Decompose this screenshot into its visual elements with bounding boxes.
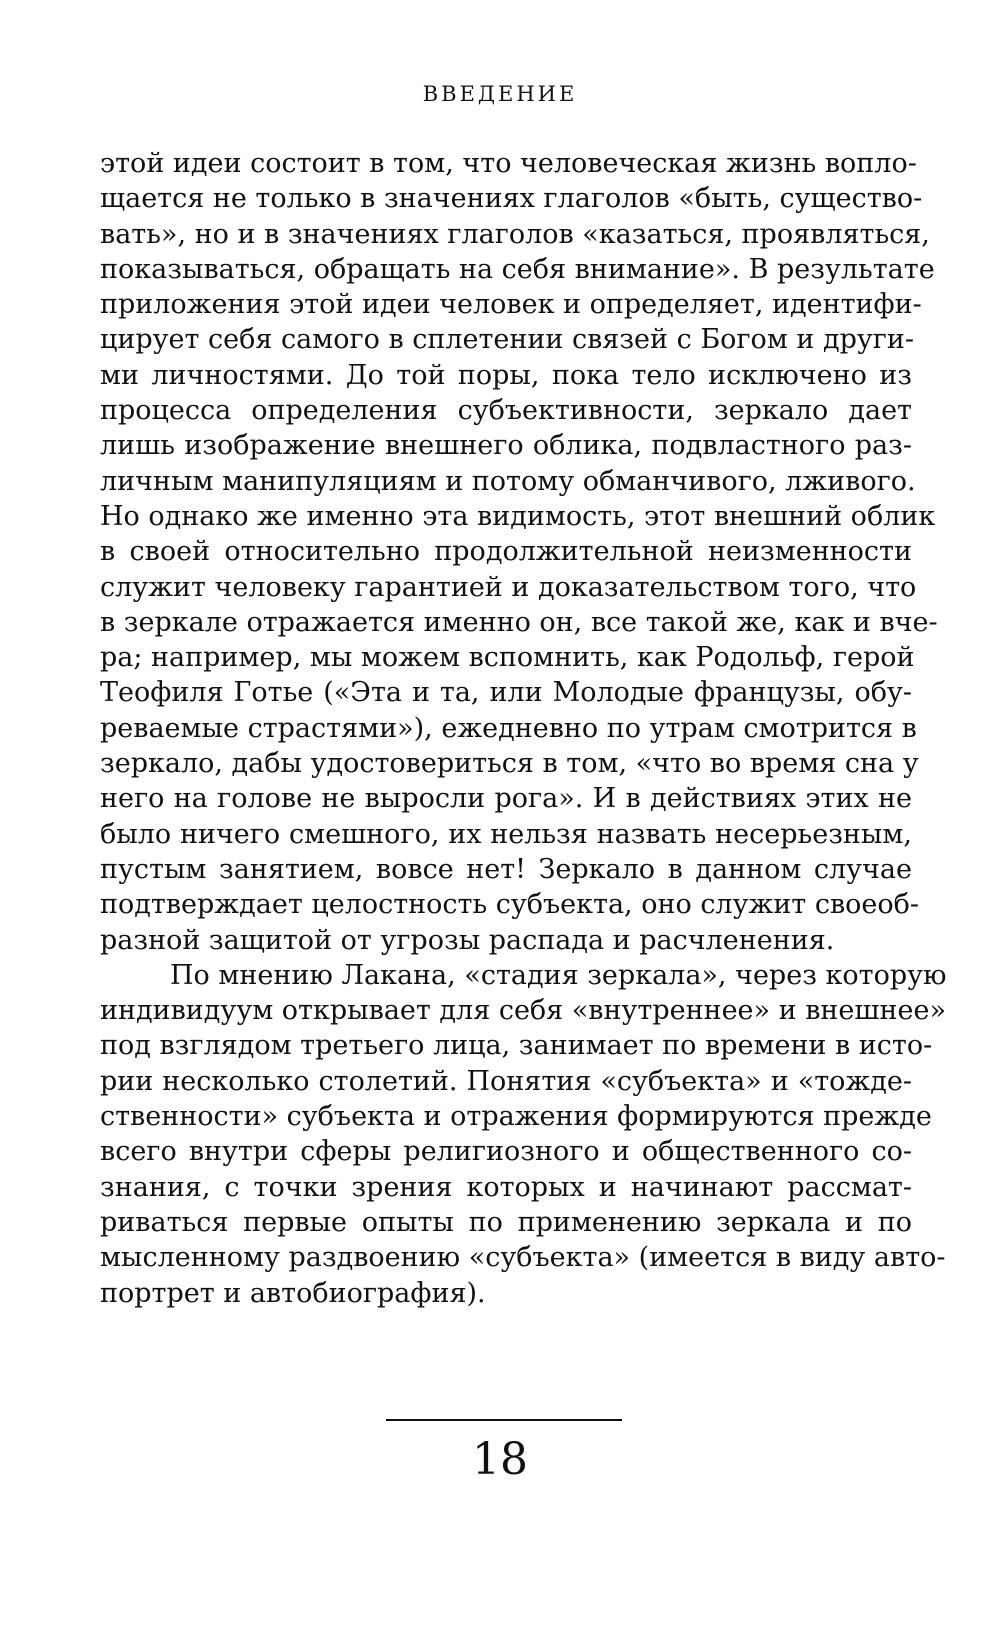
running-head: ВВЕДЕНИЕ xyxy=(422,82,578,106)
text-line: ственности» субъекта и отражения формируются прежде xyxy=(100,1101,932,1133)
text-line: разной защитой от угрозы распада и расчленения. xyxy=(100,924,835,956)
text-line: пустым занятием, вовсе нет! Зеркало в данном случае xyxy=(100,853,912,885)
page-number: 18 xyxy=(472,1434,528,1485)
text-line: мысленному раздвоению «субъекта» (имеется в виду авто- xyxy=(100,1242,946,1274)
text-line: было ничего смешного, их нельзя назвать несерьезным, xyxy=(100,818,912,850)
body-text xyxy=(100,146,947,1311)
text-line: портрет и автобиография). xyxy=(100,1277,486,1309)
text-line: приложения этой идеи человек и определяет, идентифи- xyxy=(100,289,922,321)
text-line: под взглядом третьего лица, занимает по времени в исто- xyxy=(100,1030,933,1062)
text-line: него на голове не выросли рога». И в действиях этих не xyxy=(100,783,912,815)
text-line: Но однако же именно эта видимость, этот внешний облик xyxy=(100,500,936,532)
text-line: подтверждает целостность субъекта, оно служит своеоб- xyxy=(100,889,920,921)
text-line: служит человеку гарантией и доказательством того, что xyxy=(100,571,917,603)
footer-divider xyxy=(386,1419,622,1421)
text-line: щается не только в значениях глаголов «быть, существо- xyxy=(100,183,923,215)
text-line: ми личностями. До той поры, пока тело исключено из xyxy=(100,359,912,391)
text-line: индивидуум открывает для себя «внутреннее» и внешнее» xyxy=(100,995,946,1027)
text-line: этой идеи состоит в том, что человеческая жизнь вопло- xyxy=(100,148,917,179)
text-line: показываться, обращать на себя внимание». В результате xyxy=(100,253,935,285)
text-line: в зеркале отражается именно он, все такой же, как и вче- xyxy=(100,606,938,638)
text-line: рии несколько столетий. Понятия «субъекта» и «тожде- xyxy=(100,1065,912,1097)
text-line: реваемые страстями»), ежедневно по утрам смотрится в xyxy=(100,712,917,744)
text-line: лишь изображение внешнего облика, подвластного раз- xyxy=(100,430,912,462)
text-line: зеркало, дабы удостовериться в том, «что во время сна у xyxy=(100,748,919,780)
text-line: Теофиля Готье («Эта и та, или Молодые французы, обу- xyxy=(100,677,912,709)
text-line: риваться первые опыты по применению зеркала и по xyxy=(100,1206,912,1238)
text-line: личным манипуляциям и потому обманчивого, лживого. xyxy=(100,465,916,497)
text-line: ра; например, мы можем вспомнить, как Родольф, герой xyxy=(100,642,915,674)
text-line: в своей относительно продолжительной неизменности xyxy=(100,536,912,568)
text-line: процесса определения субъективности, зеркало дает xyxy=(100,395,912,427)
text-line: цирует себя самого в сплетении связей с Богом и други- xyxy=(100,324,915,356)
text-line: вать», но и в значениях глаголов «казаться, проявляться, xyxy=(100,218,930,250)
text-line: знания, с точки зрения которых и начинают рассмат- xyxy=(100,1171,912,1203)
text-line: По мнению Лакана, «стадия зеркала», через которую xyxy=(170,959,947,991)
text-line: всего внутри сферы религиозного и общественного со- xyxy=(100,1136,912,1168)
